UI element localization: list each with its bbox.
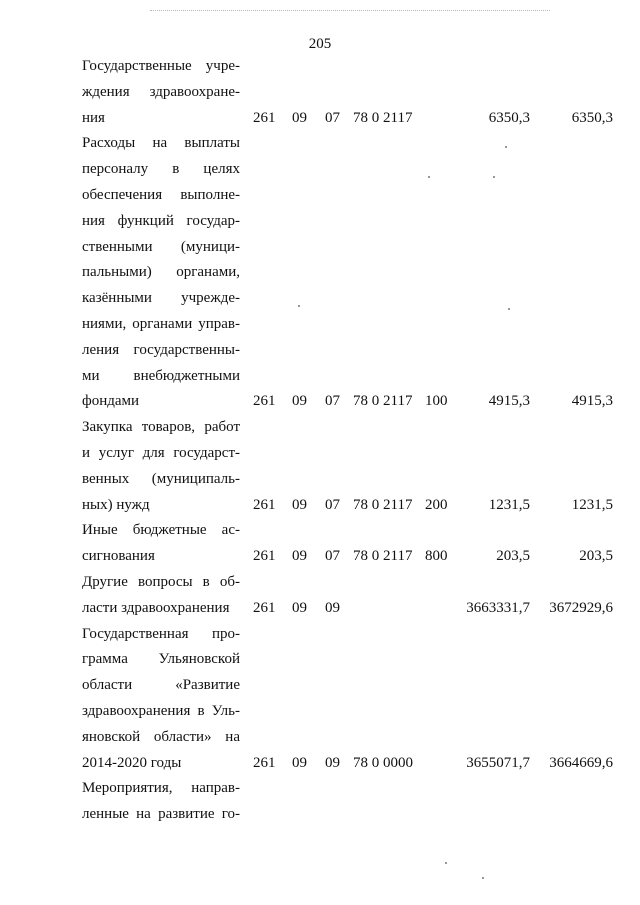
description-line: ми внебюджетными [82,367,240,384]
section-code: 09 [292,496,307,513]
description-line: Иные бюджетные ас- [82,522,240,539]
description-line: казёнными учрежде- [82,290,240,307]
table-row [0,131,640,415]
expense-type-code: 800 [425,548,448,565]
description-line: ных) нужд [82,496,150,513]
description-line: Расходы на выплаты [82,135,240,152]
table-row [0,570,640,622]
grbs-code: 261 [253,599,276,616]
description-line: ласти здравоохранения [82,599,230,616]
amount-year-1: 6350,3 [488,109,530,126]
amount-year-2: 203,5 [579,548,613,565]
description-line: фондами [82,393,140,410]
amount-year-1: 203,5 [496,548,530,565]
description-line: здравоохранения в Уль- [82,702,240,719]
description-line: Мероприятия, направ- [82,780,240,797]
description-line: персоналу в целях [82,161,240,178]
description-line: обеспечения выполне- [82,186,240,203]
row-description [82,570,240,622]
section-code: 09 [292,109,307,126]
amount-year-2: 1231,5 [571,496,613,513]
description-line: ния функций государ- [82,212,240,229]
scan-speck [493,176,495,178]
table-row [0,622,640,777]
scan-speck [482,877,484,879]
target-article-code: 78 0 2117 [353,109,413,126]
amount-year-1: 4915,3 [488,393,530,410]
description-line: ждения здравоохране- [82,83,240,100]
subsection-code: 07 [325,496,340,513]
target-article-code: 78 0 2117 [353,548,413,565]
grbs-code: 261 [253,109,276,126]
section-code: 09 [292,393,307,410]
grbs-code: 261 [253,393,276,410]
amount-year-2: 4915,3 [571,393,613,410]
description-line: ния [82,109,105,126]
amount-year-1: 3655071,7 [466,754,530,771]
grbs-code: 261 [253,548,276,565]
description-line: венных (муниципаль- [82,470,240,487]
description-line: и услуг для государст- [82,444,240,461]
section-code: 09 [292,754,307,771]
description-line: сигнования [82,548,155,565]
expense-type-code: 200 [425,496,448,513]
expense-type-code: 100 [425,393,448,410]
table-row [0,54,640,131]
amount-year-2: 3664669,6 [549,754,613,771]
scan-speck [508,308,510,310]
page-number: 205 [308,36,332,52]
row-description [82,131,240,415]
row-description [82,622,240,777]
description-line: пальными) органами, [82,264,240,281]
scan-speck [428,176,430,178]
target-article-code: 78 0 2117 [353,496,413,513]
description-line: ственными (муници- [82,238,240,255]
section-code: 09 [292,548,307,565]
description-line: ления государственны- [82,341,240,358]
description-line: Государственные учре- [82,58,240,74]
description-line: Государственная про- [82,625,240,642]
amount-year-1: 1231,5 [488,496,530,513]
scan-artifact-line [150,10,550,14]
description-line: Закупка товаров, работ [82,419,240,436]
subsection-code: 09 [325,754,340,771]
amount-year-2: 3672929,6 [549,599,613,616]
grbs-code: 261 [253,496,276,513]
row-description [82,54,240,131]
description-line: 2014-2020 годы [82,754,182,771]
description-line: ленные на развитие го- [82,806,240,823]
amount-year-1: 3663331,7 [466,599,530,616]
description-line: области «Развитие [82,677,240,694]
subsection-code: 07 [325,109,340,126]
subsection-code: 09 [325,599,340,616]
subsection-code: 07 [325,548,340,565]
subsection-code: 07 [325,393,340,410]
description-line: яновской области» на [82,728,240,745]
description-line: ниями, органами управ- [82,315,240,332]
section-code: 09 [292,599,307,616]
grbs-code: 261 [253,754,276,771]
scan-speck [298,305,300,307]
amount-year-2: 6350,3 [571,109,613,126]
row-description [82,776,240,828]
row-description [82,518,240,570]
row-description [82,415,240,518]
table-row [0,415,640,518]
target-article-code: 78 0 0000 [353,754,413,771]
scan-speck [505,146,507,148]
table-row [0,776,640,828]
target-article-code: 78 0 2117 [353,393,413,410]
description-line: Другие вопросы в об- [82,574,240,590]
scan-speck [445,862,447,864]
table-row [0,518,640,570]
description-line: грамма Ульяновской [82,651,240,668]
